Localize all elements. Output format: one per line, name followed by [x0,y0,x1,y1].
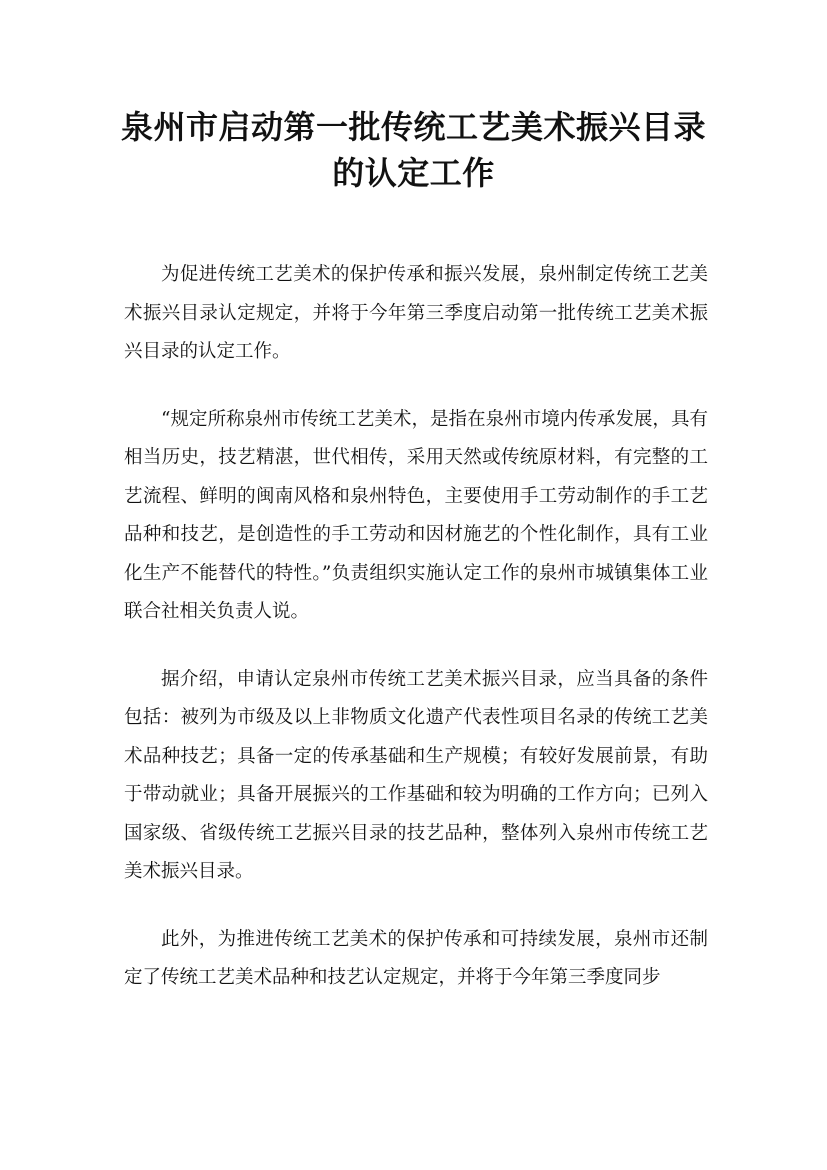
paragraph-2: “规定所称泉州市传统工艺美术，是指在泉州市境内传承发展，具有相当历史，技艺精湛，世代相传，采用天然或传统原材料，有完整的工艺流程、鲜明的闽南风格和泉州特色，主要使用手工劳动制作的手工艺品种和技艺，是创造性的手工劳动和因材施艺的个性化制作，具有工业化生产不能替代的特性。”负责组织实施认定工作的泉州市城镇集体工业联合社相关负责人说。 [124,408,708,622]
paragraph-4: 此外，为推进传统工艺美术的保护传承和可持续发展，泉州市还制定了传统工艺美术品种和技艺认定规定，并将于今年第三季度同步 [124,928,708,988]
paragraph-1: 为促进传统工艺美术的保护传承和振兴发展，泉州制定传统工艺美术振兴目录认定规定，并将于今年第三季度启动第一批传统工艺美术振兴目录的认定工作。 [124,264,708,362]
document-body [124,256,708,998]
title-line-2: 的认定工作 [332,154,495,192]
paragraph-3: 据介绍，申请认定泉州市传统工艺美术振兴目录，应当具备的条件包括：被列为市级及以上非物质文化遗产代表性项目名录的传统工艺美术品种技艺；具备一定的传承基础和生产规模；有较好发展前景，有助于带动就业；具备开展振兴的工作基础和较为明确的工作方向；已列入国家级、省级传统工艺振兴目录的技艺品种，整体列入泉州市传统工艺美术振兴目录。 [124,668,708,882]
document-title [100,104,727,196]
title-line-1: 泉州市启动第一批传统工艺美术振兴目录 [120,108,706,146]
